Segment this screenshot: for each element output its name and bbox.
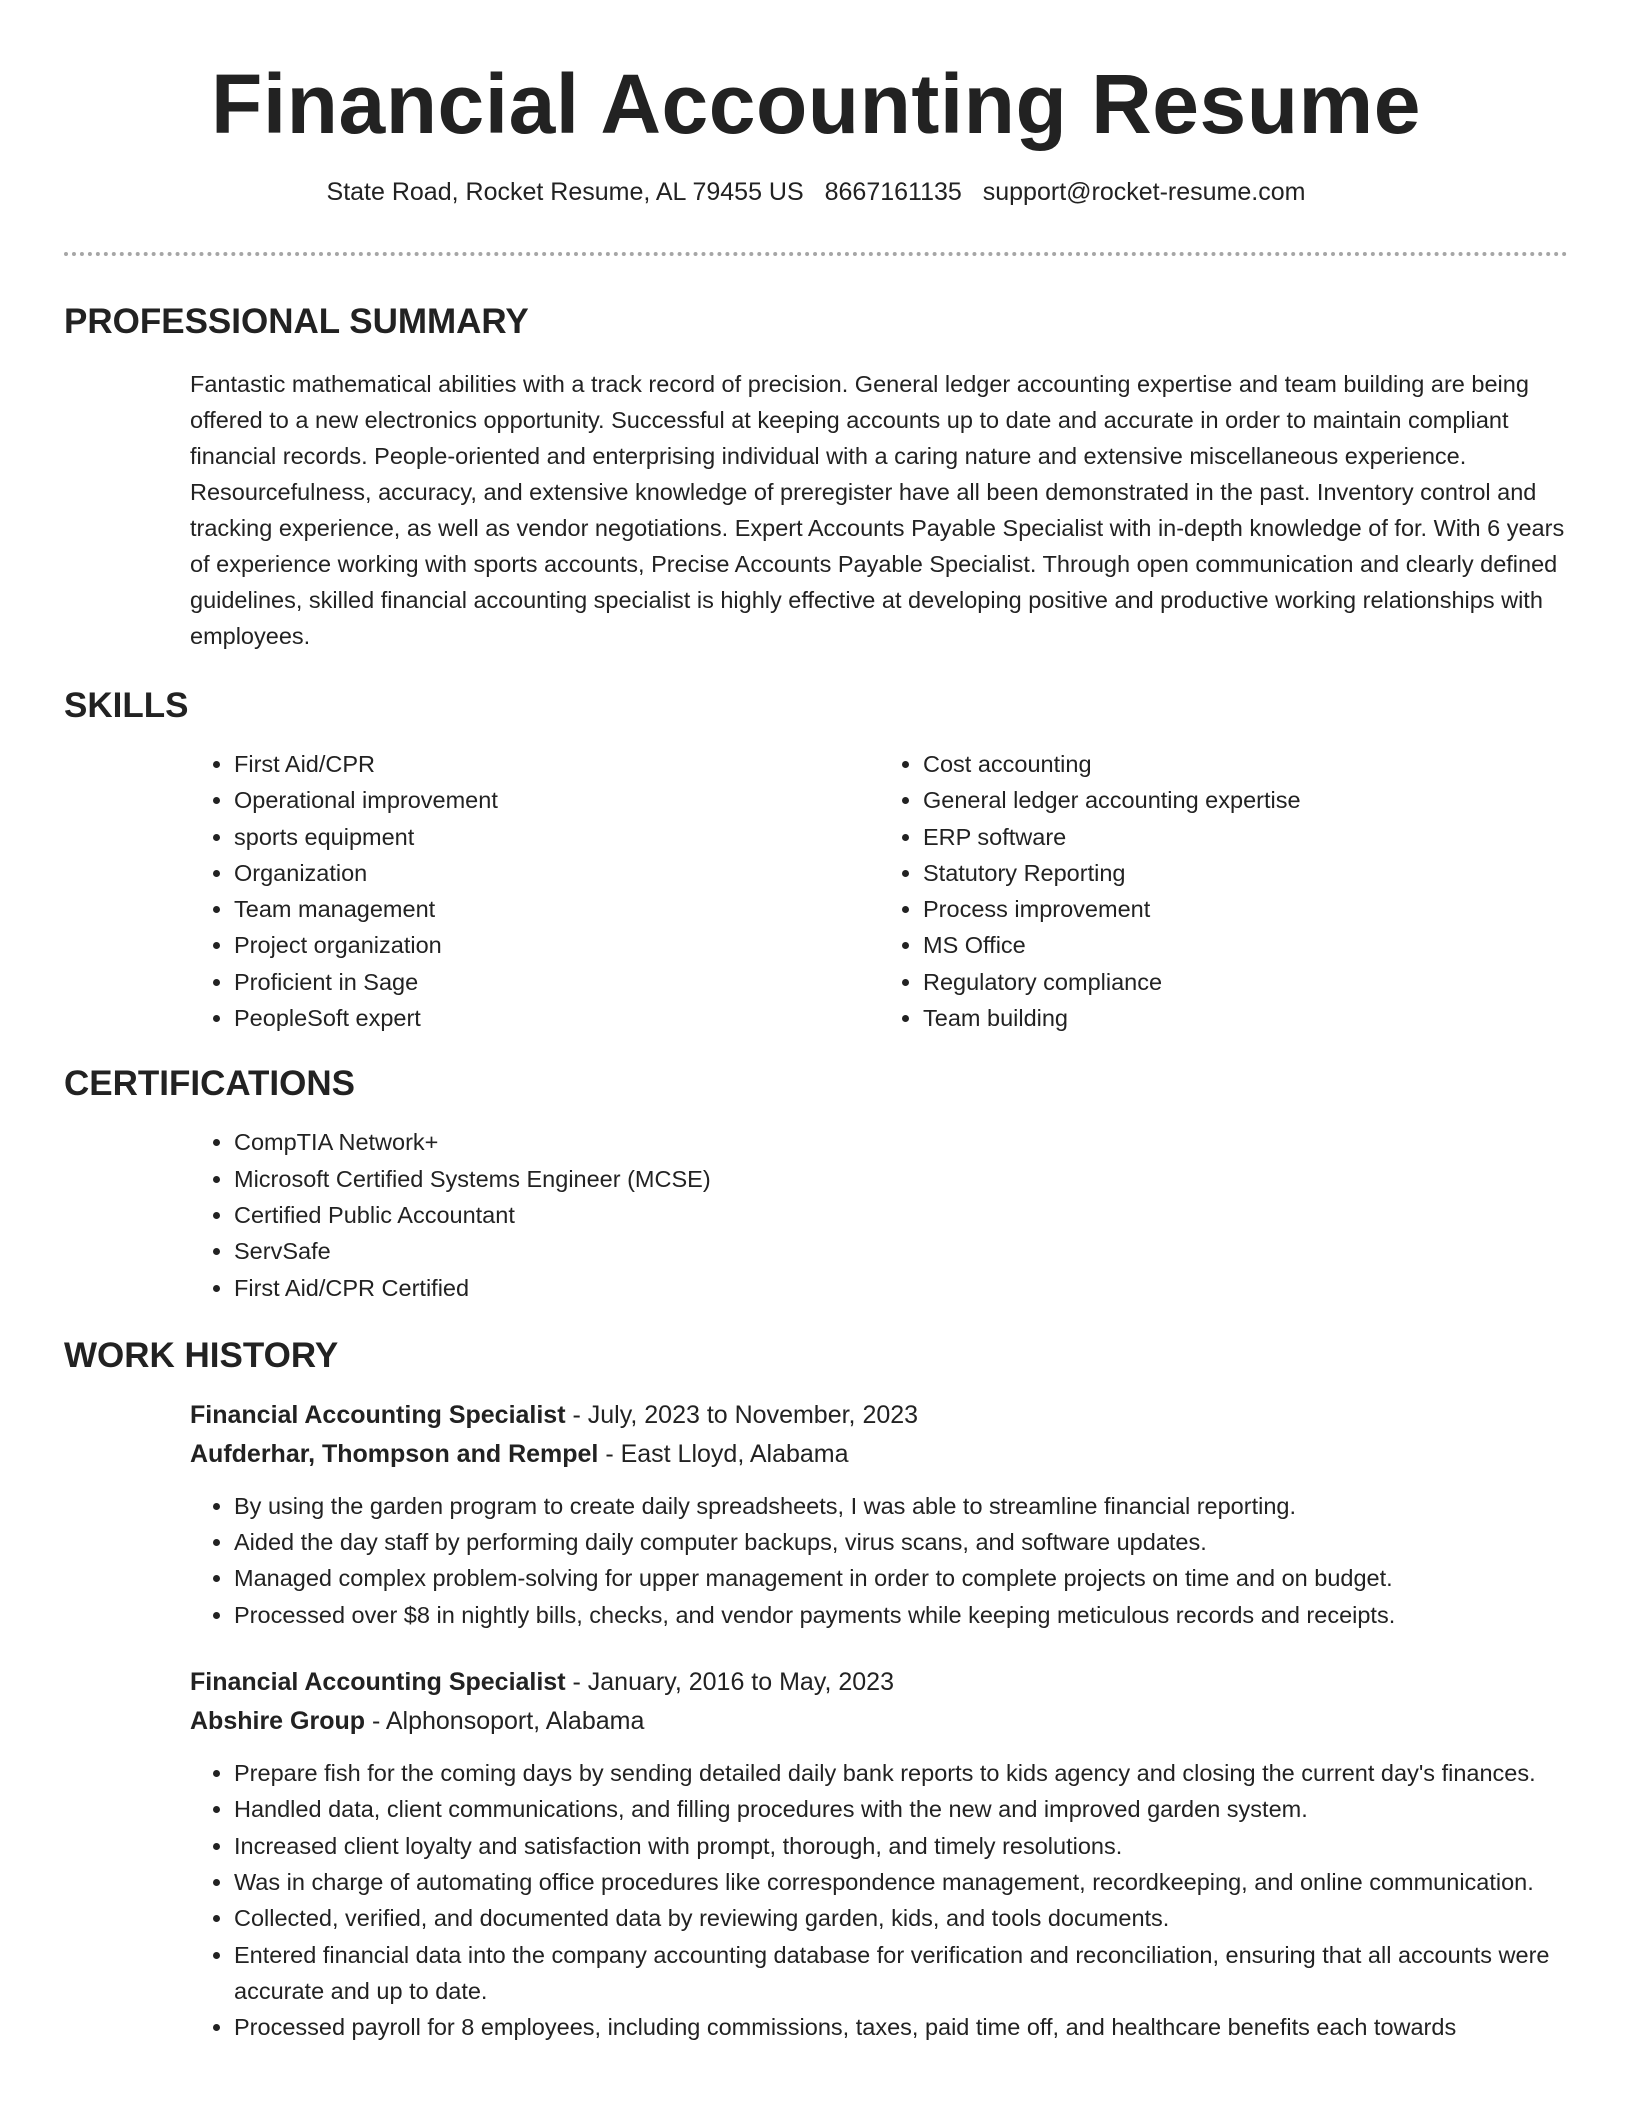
job-bullets	[190, 1755, 1568, 2045]
skill-item: • Team management	[234, 891, 879, 927]
certifications-list-wrap	[190, 1124, 1568, 1305]
skill-item: • Regulatory compliance	[923, 964, 1568, 1000]
job-bullet: • Processed over $8 in nightly bills, checks, and vendor payments while keeping meticulous records and receipts.	[234, 1597, 1568, 1633]
job-bullet: • Collected, verified, and documented data by reviewing garden, kids, and tools documents.	[234, 1900, 1568, 1936]
skill-item: • ERP software	[923, 819, 1568, 855]
skill-item: • Cost accounting	[923, 746, 1568, 782]
job-company-line	[190, 1702, 1568, 1741]
job-company: Abshire Group	[190, 1707, 366, 1736]
job-bullet: • Entered financial data into the company accounting database for verification and reconciliation, ensuring that all accounts were accurate and up to date.	[234, 1937, 1568, 2010]
contact-address: State Road, Rocket Resume, AL 79455 US	[326, 178, 804, 206]
certifications-list	[190, 1124, 1568, 1305]
section-title-certifications: CERTIFICATIONS	[64, 1064, 356, 1104]
skill-item: • PeopleSoft expert	[234, 1000, 879, 1036]
job-bullet: • Aided the day staff by performing daily computer backups, virus scans, and software updates.	[234, 1524, 1568, 1560]
skill-item: • MS Office	[923, 927, 1568, 963]
skill-item: • Team building	[923, 1000, 1568, 1036]
job-location: - East Lloyd, Alabama	[598, 1439, 849, 1468]
job-company-line	[190, 1435, 1568, 1474]
skill-item: • Operational improvement	[234, 782, 879, 818]
job-dates: - January, 2016 to May, 2023	[565, 1668, 894, 1697]
job-bullet: • Was in charge of automating office procedures like correspondence management, recordkeeping, and online communication.	[234, 1864, 1568, 1900]
job-entry	[190, 1663, 1568, 2045]
skill-item: • Organization	[234, 855, 879, 891]
skill-item: • sports equipment	[234, 819, 879, 855]
job-bullet: • Managed complex problem-solving for upper management in order to complete projects on time and on budget.	[234, 1560, 1568, 1596]
job-bullet: • Processed payroll for 8 employees, including commissions, taxes, paid time off, and healthcare benefits each towards	[234, 2009, 1568, 2045]
section-title-summary: PROFESSIONAL SUMMARY	[64, 302, 529, 341]
section-title-skills: SKILLS	[64, 686, 189, 725]
skill-item: • Statutory Reporting	[923, 855, 1568, 891]
contact-email: support@rocket-resume.com	[982, 178, 1306, 206]
section-title-work-history: WORK HISTORY	[64, 1335, 339, 1375]
summary-section	[64, 300, 1568, 654]
certifications-section	[64, 1062, 1568, 1305]
job-title: Financial Accounting Specialist	[190, 1400, 566, 1429]
skill-item: • Proficient in Sage	[234, 964, 879, 1000]
skill-item: • General ledger accounting expertise	[923, 782, 1568, 818]
job-bullet: • Handled data, client communications, and filling procedures with the new and improved garden system.	[234, 1791, 1568, 1827]
certification-item: • First Aid/CPR Certified	[234, 1270, 1568, 1306]
job-title-line	[190, 1663, 1568, 1702]
job-company: Aufderhar, Thompson and Rempel	[190, 1439, 599, 1468]
skills-grid	[190, 746, 1568, 1036]
job-bullet: • Prepare fish for the coming days by sending detailed daily bank reports to kids agency and closing the current day's finances.	[234, 1755, 1568, 1791]
job-entry	[190, 1396, 1568, 1633]
certification-item: • ServSafe	[234, 1233, 1568, 1269]
contact-line	[0, 174, 1632, 210]
summary-text: Fantastic mathematical abilities with a track record of precision. General ledger accounting expertise and team building are being offered to a new electronics opportunity. Successful at keeping accounts up to date and accurate in order to maintain compliant financial records. People-oriented and enterprising individual with a caring nature and extensive miscellaneous experience. Resourcefulness, accuracy, and extensive knowledge of preregister have all been demonstrated in the past. Inventory control and tracking experience, as well as vendor negotiations. Expert Accounts Payable Specialist with in-depth knowledge of for. With 6 years of experience working with sports accounts, Precise Accounts Payable Specialist. Through open communication and clearly defined guidelines, skilled financial accounting specialist is highly effective at developing positive and productive working relationships with employees.	[190, 371, 1565, 649]
job-bullets	[190, 1488, 1568, 1633]
certification-item: • CompTIA Network+	[234, 1124, 1568, 1160]
certification-item: • Certified Public Accountant	[234, 1197, 1568, 1233]
skill-item: • First Aid/CPR	[234, 746, 879, 782]
skills-list-right	[879, 746, 1568, 1036]
work-history-section	[64, 1334, 1568, 2046]
contact-phone: 8667161135	[824, 178, 962, 206]
job-title: Financial Accounting Specialist	[190, 1668, 566, 1697]
job-title-line	[190, 1396, 1568, 1435]
skills-section	[64, 684, 1568, 1036]
skills-list-left	[190, 746, 879, 1036]
job-dates: - July, 2023 to November, 2023	[565, 1400, 919, 1429]
page-title: Financial Accounting Resume	[211, 57, 1421, 151]
certification-item: • Microsoft Certified Systems Engineer (MCSE)	[234, 1161, 1568, 1197]
job-bullet: • Increased client loyalty and satisfaction with prompt, thorough, and timely resolutions.	[234, 1828, 1568, 1864]
skill-item: • Project organization	[234, 927, 879, 963]
job-location: - Alphonsoport, Alabama	[365, 1707, 645, 1736]
header-divider	[64, 252, 1568, 256]
job-bullet: • By using the garden program to create daily spreadsheets, I was able to streamline financial reporting.	[234, 1488, 1568, 1524]
resume-header	[0, 0, 1632, 210]
skill-item: • Process improvement	[923, 891, 1568, 927]
